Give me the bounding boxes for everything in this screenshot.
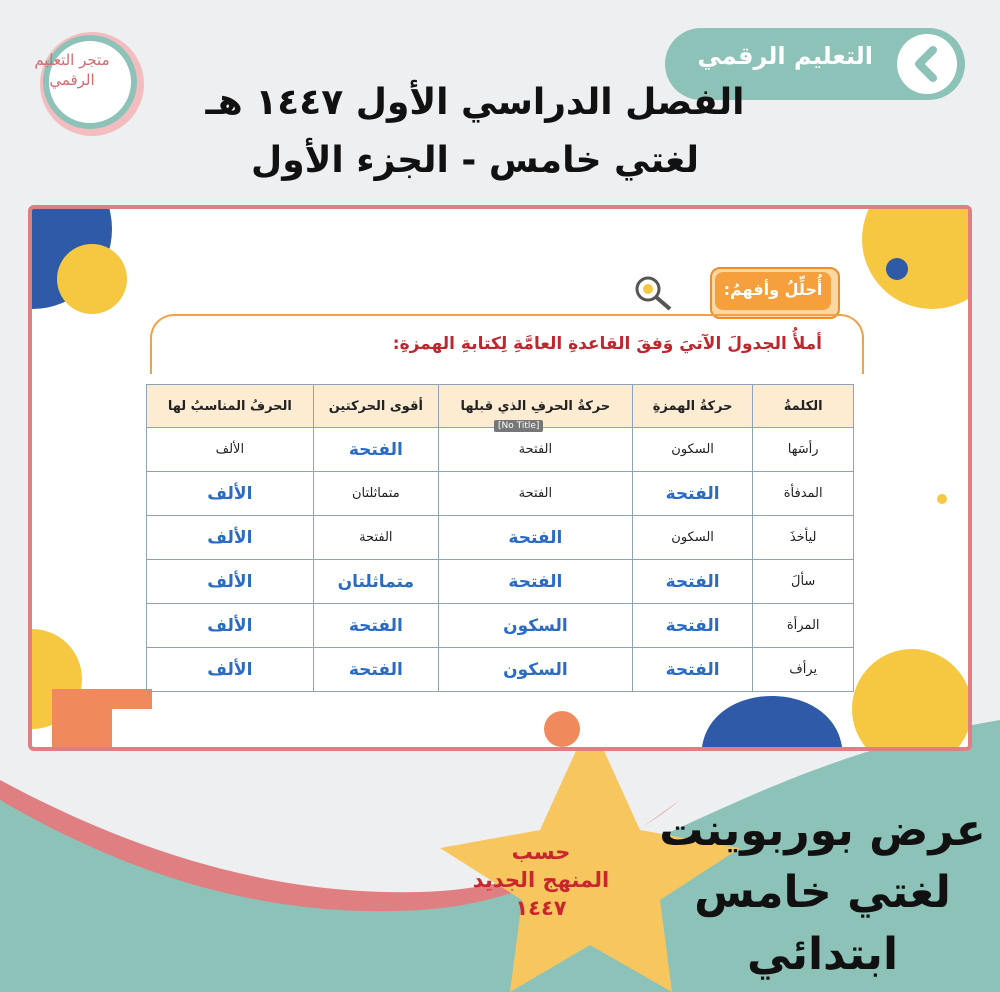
strong-cell: متماثلتان — [313, 560, 438, 604]
letter-cell: الألف — [147, 472, 314, 516]
strong-cell: متماثلتان — [313, 472, 438, 516]
promo-text — [650, 800, 995, 986]
table-row — [147, 560, 854, 604]
letter-cell: الألف — [147, 428, 314, 472]
table-row — [147, 472, 854, 516]
chevron-left-icon — [897, 34, 957, 94]
prev-cell: الفتحة — [438, 428, 632, 472]
page-title: الفصل الدراسي الأول ١٤٤٧ هـ — [205, 82, 745, 123]
instruction-box — [150, 314, 864, 374]
hamza-cell: السكون — [632, 428, 752, 472]
section-heading — [710, 267, 840, 319]
promo-line: عرض بوربوينت — [659, 805, 986, 856]
instruction-text: أملأُ الجدولَ الآتيَ وَفقَ القاعدةِ العامَّةِ لِكتابةِ الهمزةِ: — [392, 334, 822, 354]
hamza-cell: الفتحة — [632, 604, 752, 648]
promo-line: ابتدائي — [746, 929, 899, 980]
word-cell: يرأف — [753, 648, 854, 692]
word-cell: ليأخذَ — [753, 516, 854, 560]
strong-cell: الفتحة — [313, 516, 438, 560]
table-row — [147, 648, 854, 692]
letter-cell: الألف — [147, 560, 314, 604]
prev-cell: السكون — [438, 648, 632, 692]
table-row — [147, 516, 854, 560]
strong-cell: الفتحة — [313, 648, 438, 692]
letter-cell: الألف — [147, 648, 314, 692]
section-label: أُحلِّلُ وأفهمُ: — [723, 280, 823, 299]
column-header: حركةُ الهمزةِ — [632, 385, 752, 428]
star-line: ١٤٤٧ — [515, 896, 567, 920]
table-row — [147, 428, 854, 472]
star-badge-text — [446, 838, 636, 922]
word-cell: المدفأة — [753, 472, 854, 516]
word-cell: المرأة — [753, 604, 854, 648]
promo-line: لغتي خامس — [694, 867, 951, 918]
column-header: الكلمةُ — [753, 385, 854, 428]
word-cell: سألَ — [753, 560, 854, 604]
hamza-cell: الفتحة — [632, 472, 752, 516]
letter-cell: الألف — [147, 604, 314, 648]
column-header: أقوى الحركتين — [313, 385, 438, 428]
prev-cell: الفتحة — [438, 516, 632, 560]
word-cell: رأسَها — [753, 428, 854, 472]
prev-cell: السكون — [438, 604, 632, 648]
letter-cell: الألف — [147, 516, 314, 560]
prev-cell: الفتحة — [438, 472, 632, 516]
column-header: حركةُ الحرفِ الذي قبلها — [438, 385, 632, 428]
hamza-cell: السكون — [632, 516, 752, 560]
hamza-cell: الفتحة — [632, 648, 752, 692]
tooltip: [No Title] — [494, 420, 543, 432]
hamza-cell: الفتحة — [632, 560, 752, 604]
strong-cell: الفتحة — [313, 428, 438, 472]
strong-cell: الفتحة — [313, 604, 438, 648]
star-line: حسب — [511, 840, 571, 864]
lesson-slide — [28, 205, 972, 751]
table-row — [147, 604, 854, 648]
store-logo-text: متجر التعليم الرقمي — [34, 51, 110, 89]
tag-label: التعليم الرقمي — [697, 42, 873, 70]
magnifier-gear-icon — [632, 273, 678, 313]
star-line: المنهج الجديد — [472, 868, 610, 892]
column-header: الحرفُ المناسبُ لها — [147, 385, 314, 428]
page-subtitle: لغتي خامس - الجزء الأول — [250, 140, 700, 181]
prev-cell: الفتحة — [438, 560, 632, 604]
